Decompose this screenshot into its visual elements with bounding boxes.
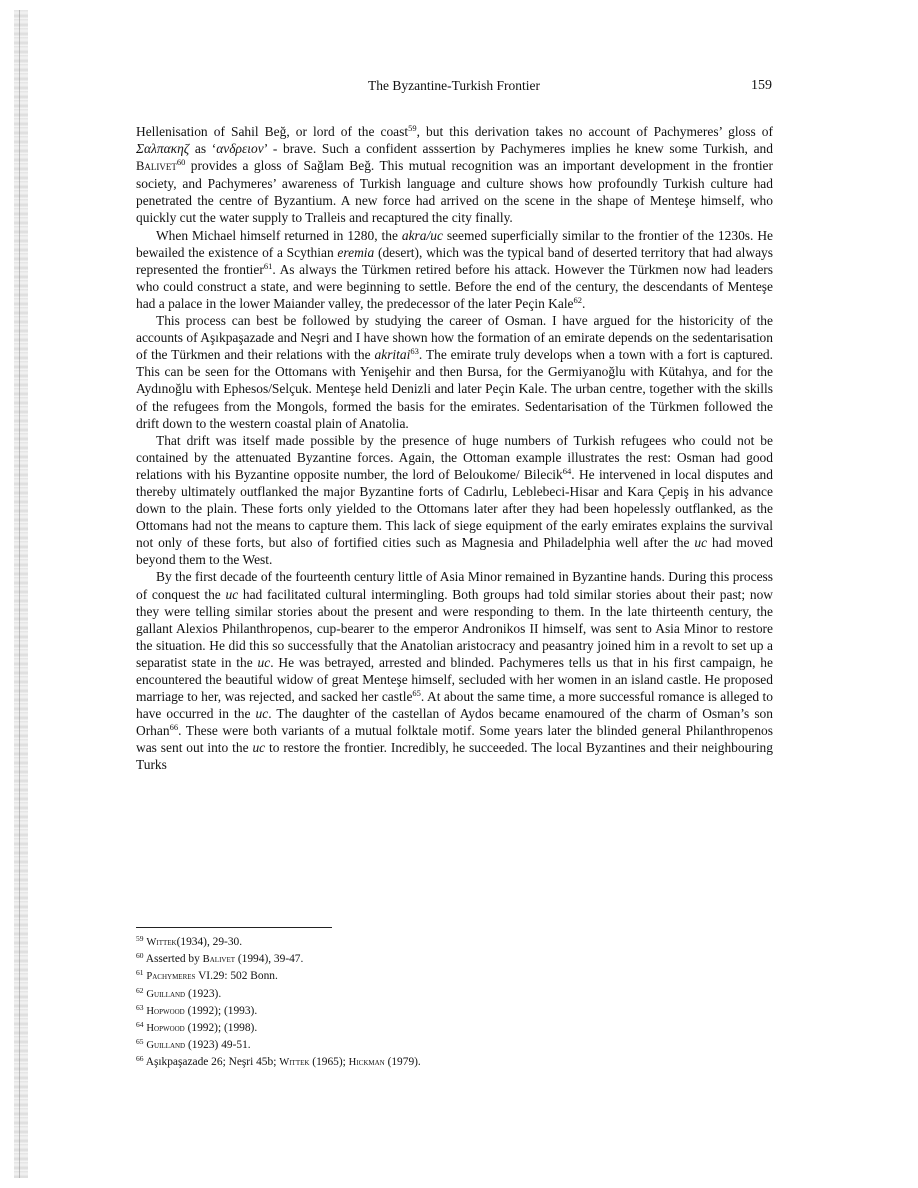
footnote-text: [146, 936, 242, 948]
footnote-ref: 60: [176, 157, 186, 168]
author-name: Hopwood: [146, 1005, 185, 1017]
paragraph-3: [136, 312, 773, 432]
author-name: Guilland: [146, 988, 186, 1000]
italic-term: uc: [252, 740, 266, 756]
footnote-ref: 65: [412, 688, 421, 699]
footnote-ref: 63: [410, 346, 419, 357]
text-run: . The daughter of the castellan of Aydos became enamoured of the charm of Osman’s son Orhan: [136, 706, 773, 739]
footnote-rule: [136, 927, 332, 928]
footnote-59: [136, 934, 773, 951]
footnote-text: [146, 1056, 421, 1068]
text-run: Asserted by: [145, 953, 203, 966]
paragraph-2: [136, 227, 773, 312]
italic-term: akra/uc: [401, 227, 443, 243]
footnote-66: [136, 1054, 773, 1071]
text-run: (1934), 29-30.: [176, 936, 243, 948]
footnote-ref: 62: [573, 294, 583, 305]
paragraph-4: [136, 432, 773, 569]
text-run: seemed superficially similar to the frontier of the 1230s. He bewailed the existence of a Scythian: [136, 227, 773, 260]
footnote-61: [136, 968, 773, 985]
paragraph-1: [136, 123, 773, 227]
scan-binding-line: [19, 10, 20, 1178]
italic-term: uc: [255, 706, 269, 722]
footnote-number: 63: [136, 1002, 144, 1012]
footnote-65: [136, 1037, 773, 1054]
paragraph-5: [136, 568, 773, 773]
italic-term: akritai: [374, 347, 411, 363]
text-run: , but this derivation takes no account of Pachymeres’ gloss of: [416, 124, 773, 139]
author-name: Balivet: [202, 954, 236, 966]
scan-binding-edge: [14, 10, 28, 1178]
footnote-60: [136, 951, 773, 968]
italic-term: ανδρειον: [216, 141, 264, 157]
page-number: 159: [751, 78, 772, 93]
author-name: Wittek: [279, 1057, 310, 1069]
footnote-64: [136, 1020, 773, 1037]
footnote-text: [146, 1005, 257, 1017]
text-run: (1965);: [309, 1056, 349, 1069]
footnote-number: 62: [136, 985, 144, 995]
text-run: By the first decade of the fourteenth century little of Asia Minor remained in Byzantine hands. During this process of conquest the: [136, 569, 773, 602]
text-run: (1992); (1993).: [184, 1004, 258, 1017]
text-run: (1923).: [185, 987, 222, 1000]
footnote-62: [136, 986, 773, 1003]
text-run: That drift was itself made possible by the presence of huge numbers of Turkish refugees who could not be contained by the attenuated Byzantine forces. Again, the Ottoman example illustrates the rest: Osman had good relations with his Byzantine opposite number, the lord of Beloukome/ Bilecik: [136, 432, 773, 482]
text-run: . He intervened in local disputes and thereby ultimately outflanked the major Byzantine forts of Cadırlu, Leblebeci-Hisar and Kara Çepiş in his advance down to the plain. These forts only yielded to the Ottomans later after they had been hopelessly outflanked, as the Ottomans had not the means to capture them. This lack of siege equipment of the early emirates explains the survival not only of these forts, but also of fortified cities such as Magnesia and Philadelphia well after the: [136, 466, 773, 551]
text-run: VI.29: 502 Bonn.: [195, 970, 278, 983]
footnote-number: 61: [136, 968, 144, 978]
text-run: .: [582, 295, 586, 311]
footnote-number: 66: [136, 1054, 144, 1064]
italic-term: eremia: [337, 244, 375, 260]
text-run: (1992); (1998).: [184, 1022, 258, 1035]
text-run: . At about the same time, a more successful romance is alleged to have occurred in the: [136, 689, 773, 722]
text-run: This process can best be followed by studying the career of Osman. I have argued for the historicity of the accounts of Aşıkpaşazade and Neşri and I have shown how the formation of an emirate depends on the sedentarisation of the Türkmen and their relations with the: [136, 313, 773, 363]
footnote-ref: 66: [169, 722, 179, 733]
text-run: . These were both variants of a mutual folktale motif. Some years later the blinded general Philanthropenos was sent out into the: [136, 723, 773, 756]
running-title: The Byzantine-Turkish Frontier: [368, 78, 540, 93]
author-name: Wittek: [146, 937, 177, 948]
footnote-text: [146, 988, 221, 1000]
main-text: [136, 123, 773, 774]
text-run: to restore the frontier. Incredibly, he succeeded. The local Byzantines and their neighbouring Turks: [136, 740, 773, 773]
author-name: Guilland: [146, 1040, 186, 1052]
footnote-ref: 59: [408, 123, 417, 133]
text-run: (1923) 49-51.: [185, 1039, 251, 1052]
footnote-text: [146, 953, 304, 965]
footnote-ref: 64: [562, 465, 572, 476]
text-run: . As always the Türkmen retired before his attack. However the Türkmen now had leaders who could construct a state, and were beginning to settle. Before the end of the century, the descendants of Menteşe had a palace in the lower Maiander valley, the predecessor of the later Peçin Kale: [136, 261, 773, 311]
footnote-number: 64: [136, 1020, 144, 1030]
author-name: Pachymeres: [146, 971, 196, 983]
text-run: (desert), which was the typical band of deserted territory that had always represented the frontier: [136, 244, 773, 277]
author-name: Balivet: [136, 159, 177, 174]
text-run: as ‘: [189, 141, 217, 157]
author-name: Hopwood: [146, 1023, 185, 1035]
text-run: (1994), 39-47.: [235, 953, 304, 966]
author-name: Hickman: [348, 1057, 385, 1069]
text-run: had facilitated cultural intermingling. Both groups had told similar stories about their past; now they were telling similar stories about the present and were responding to them. In the late thirteenth century, the gallant Alexios Philanthropenos, cup-bearer to the emperor Andronikos II himself, was sent to Asia Minor to restore the situation. He did this so successfully that the Anatolian aristocracy and peasantry joined him in a revolt to set up a separatist state in the: [136, 586, 773, 670]
running-header: [136, 78, 772, 98]
text-run: When Michael himself returned in 1280, the: [156, 227, 402, 243]
italic-term: uc: [257, 654, 271, 670]
italic-term: Σαλπακηζ: [136, 141, 190, 157]
text-run: Aşıkpaşazade 26; Neşri 45b;: [145, 1056, 280, 1069]
text-run: ’ - brave. Such a confident asssertion by Pachymeres implies he knew some Turkish, and: [263, 141, 773, 157]
text-run: (1979).: [384, 1056, 421, 1069]
text-run: . The emirate truly develops when a town with a fort is captured. This can be seen for the Ottomans with Yenişehir and then Bursa, for the Germiyanoğlu with Kütahya, and for the Aydınoğlu with Ephesos/Selçuk. Menteşe held Denizli and later Peçin Kale. The urban centre, together with the skills of the refugees from the Mongols, formed the basis for the emirates. Sedentarisation of the Türkmen followed the drift down to the western coastal plain of Anatolia.: [136, 347, 773, 431]
footnote-text: [146, 1039, 250, 1051]
text-run: provides a gloss of Sağlam Beğ. This mutual recognition was an important development in the frontier society, and Pachymeres’ awareness of Turkish language and culture shows how profoundly Turkish culture had penetrated the centre of Byzantium. A new force had arrived on the scene in the shape of Menteşe himself, who quickly cut the water supply to Tralleis and recaptured the city finally.: [136, 158, 773, 226]
text-run: . He was betrayed, arrested and blinded. Pachymeres tells us that in his first campaign, he encountered the beautiful widow of great Menteşe himself, secluded with her women in an island castle. He proposed marriage to her, was rejected, and sacked her castle: [136, 654, 773, 705]
text-run: had moved beyond them to the West.: [136, 535, 773, 568]
italic-term: uc: [694, 535, 708, 551]
italic-term: uc: [225, 586, 239, 602]
footnotes: [136, 934, 773, 1072]
footnote-text: [146, 1022, 257, 1034]
text-run: Hellenisation of Sahil Beğ, or lord of the coast: [136, 124, 409, 139]
footnote-number: 60: [136, 951, 144, 961]
footnote-ref: 61: [263, 260, 273, 271]
footnote-text: [146, 970, 277, 982]
footnote-number: 65: [136, 1037, 144, 1047]
footnote-63: [136, 1003, 773, 1020]
footnote-number: 59: [136, 934, 144, 943]
